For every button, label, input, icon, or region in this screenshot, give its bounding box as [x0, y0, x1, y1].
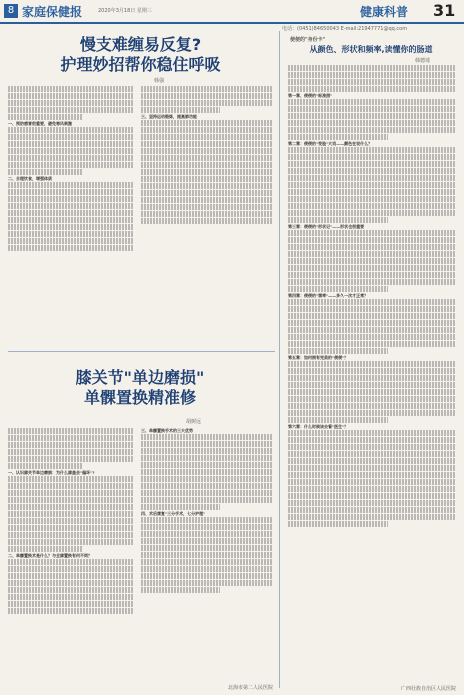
article2-col-left [8, 428, 133, 686]
article3-subhead3: 第三章：便便的"形状记"——形状也很重要 [288, 224, 365, 229]
article3-subhead1: 第一章、便便的"标准照" [288, 93, 333, 98]
article2-subhead2: 二、单髁置换术是什么？与全膝置换有何不同？ [8, 553, 92, 558]
article2-title [20, 368, 260, 408]
article2-title-line2: 单髁置换精准修 [83, 388, 196, 407]
article1-title-line2: 护理妙招帮你稳住呼吸 [60, 55, 221, 74]
article1-author: 韩强 [154, 78, 165, 84]
right-section-name: 健康科普 [360, 5, 409, 19]
article3-title: 从颜色、形状和频率,读懂你的肠道 [309, 45, 433, 54]
article3-body [288, 65, 455, 687]
issue-date: 2020年3月18日 星期三 [98, 8, 152, 14]
page-number: 31 [433, 1, 456, 20]
article3-signature: 广西壮族自治区人民医院 [400, 686, 456, 692]
article3-subhead2: 第二章：便便的"变脸"大戏——颜色在说什么？ [288, 141, 373, 146]
article2-subhead3: 三、单髁置换手术的三大优势 [141, 428, 193, 433]
vertical-divider [279, 31, 280, 688]
section-name: 家庭保健报 [22, 5, 83, 19]
page-header [0, 0, 464, 24]
contact-info: 电话：(0451)84650043 E-mail:21947771@qq.com [282, 26, 408, 32]
article1-col-left [8, 86, 133, 336]
article3-subhead4: 第四章：便便的"频率"——多久一次才正常？ [288, 293, 369, 298]
article1-title-line1: 慢支难缠易反复? [79, 35, 202, 54]
article2-subhead4: 四、术后康复"三分手术，七分护理" [141, 511, 206, 516]
article2-title-line1: 膝关节"单边磨损" [75, 368, 205, 387]
article3-subhead6: 第六章：什么时候该去看"医生"？ [288, 424, 349, 429]
article2-signature: 北海市第二人民医院 [227, 685, 273, 691]
page-logo: 8 [4, 4, 18, 18]
left-divider [8, 351, 275, 352]
article3-author: 韩德琦 [415, 58, 431, 64]
article2-subhead1: 一、认识膝关节单边磨损：为什么膝盖会"偏坏"? [8, 470, 95, 475]
article3-subhead5: 第五章：如何拥有完美的"便便"？ [288, 355, 349, 360]
article2-author: 胡树远 [186, 419, 202, 425]
article1-subhead3: 三、坚持运动锻炼，提高肺功能 [141, 114, 197, 119]
article3-kicker: 便便的"身份卡" [290, 37, 326, 43]
article1-title [18, 35, 263, 75]
article1-subhead2: 二、合理饮食，增强体质 [8, 176, 52, 181]
article1-col-right [141, 86, 273, 336]
article1-subhead1: 一、预防感冒很重要，避免寒风刺激 [8, 121, 72, 126]
article2-col-right [141, 428, 273, 686]
